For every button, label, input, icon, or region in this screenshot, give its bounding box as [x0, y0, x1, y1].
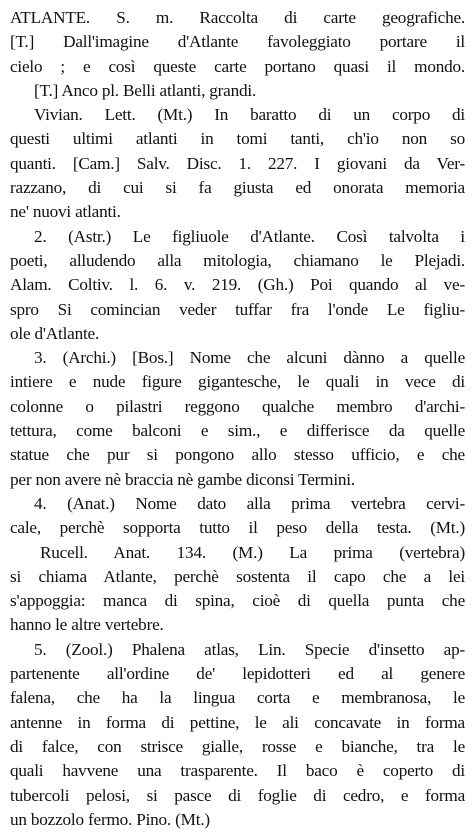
dictionary-entry — [10, 6, 465, 832]
entry-line-31: di falce, con strisce gialle, rosse e bianche, tra le — [10, 736, 465, 756]
entry-line-23: Rucell. Anat. 134. (M.) La prima (vertebra) — [40, 542, 465, 562]
entry-line-34: un bozzolo fermo. Pino. (Mt.) — [10, 809, 210, 829]
entry-line-33: tubercoli pelosi, si pasce di foglie di cedro, e forma — [10, 785, 465, 805]
entry-line-1: ATLANTE. S. m. Raccolta di carte geografiche. — [10, 8, 465, 27]
entry-line-27: 5. (Zool.) Phalena atlas, Lin. Specie d'insetto ap- — [34, 639, 465, 659]
entry-line-3: cielo ; e così queste carte portano quasi il mondo. — [10, 56, 465, 76]
entry-line-16: intiere e nude figure gigantesche, le quali in vece di — [10, 372, 465, 392]
entry-line-17: colonne o pilastri reggono qualche membro d'archi- — [10, 396, 465, 416]
entry-line-20: per non avere nè braccia nè gambe diconsi Termini. — [10, 469, 355, 489]
entry-line-14: ole d'Atlante. — [10, 323, 100, 343]
entry-line-25: s'appoggia: manca di spina, cioè di quella punta che — [10, 591, 465, 611]
entry-line-32: quali havvene una trasparente. Il baco è coperto di — [10, 761, 465, 781]
entry-line-8: razzano, di cui si fa giusta ed onorata memoria — [10, 178, 465, 198]
entry-line-29: falena, che ha la lingua corta e membranosa, le — [10, 688, 465, 708]
entry-line-10: 2. (Astr.) Le figliuole d'Atlante. Così talvolta i — [34, 226, 465, 246]
entry-line-15: 3. (Archi.) [Bos.] Nome che alcuni dànno a quelle — [34, 348, 465, 368]
entry-line-22: cale, perchè sopporta tutto il peso della testa. (Mt.) — [10, 518, 465, 538]
entry-line-21: 4. (Anat.) Nome dato alla prima vertebra cervi- — [34, 493, 465, 513]
entry-line-9: ne' nuovi atlanti. — [10, 202, 121, 222]
entry-line-2: [T.] Dall'imagine d'Atlante favoleggiato portare il — [10, 32, 465, 52]
entry-line-26: hanno le altre vertebre. — [10, 615, 164, 635]
entry-line-30: antenne in forma di pettine, le ali concavate in forma — [10, 712, 465, 732]
entry-line-12: Alam. Coltiv. l. 6. v. 219. (Gh.) Poi quando al ve- — [10, 275, 465, 295]
entry-line-6: questi ultimi atlanti in tomi tanti, ch'io non so — [10, 129, 465, 149]
entry-line-24: si chiama Atlante, perchè sostenta il capo che a lei — [10, 566, 465, 586]
entry-line-18: tettura, come balconi e sim., e differisce da quelle — [10, 421, 465, 441]
entry-line-28: partenente all'ordine de' lepidotteri ed al genere — [10, 664, 465, 684]
entry-line-7: quanti. [Cam.] Salv. Disc. 1. 227. I giovani da Ver- — [10, 153, 465, 173]
entry-line-5: Vivian. Lett. (Mt.) In baratto di un corpo di — [34, 105, 465, 125]
entry-line-13: spro Si comincian veder tuffar fra l'onde Le figliu- — [10, 299, 465, 319]
entry-line-4: [T.] Anco pl. Belli atlanti, grandi. — [34, 80, 257, 100]
entry-line-11: poeti, alludendo alla mitologia, chiamano le Plejadi. — [10, 250, 465, 270]
entry-line-19: statue che pur si pongono allo stesso ufficio, e che — [10, 445, 465, 465]
